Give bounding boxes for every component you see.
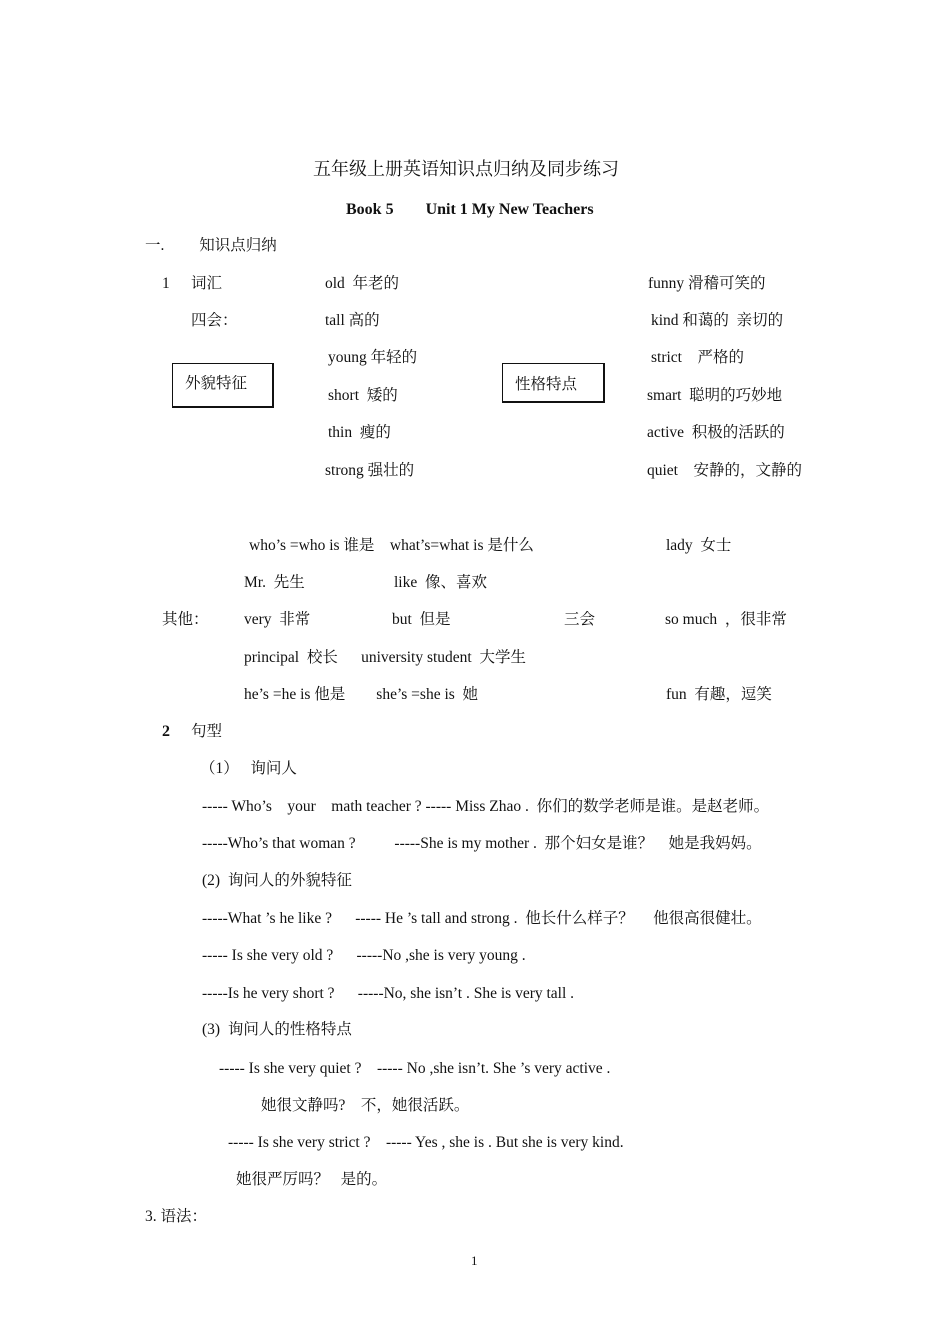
s2-line: -----What ’s he like ? ----- He ’s tall and strong . 他长什么样子？ 他很高很健壮。 xyxy=(202,910,762,927)
s3-line: 她很严厉吗？ 是的。 xyxy=(236,1171,388,1188)
s1-line: ----- Who’s your math teacher ? ----- Miss Zhao . 你们的数学老师是谁。是赵老师。 xyxy=(202,798,770,815)
others-label: 其他： xyxy=(162,611,209,628)
s2-line: -----Is he very short ? -----No, she isn’t . She is very tall . xyxy=(202,985,575,1002)
sentences-number: 2 xyxy=(162,723,170,740)
s2-line: ----- Is she very old ? -----No ,she is very young . xyxy=(202,947,526,964)
others-row-4: principal 校长 university student 大学生 xyxy=(244,649,526,666)
others-row-3b: but 但是 xyxy=(392,611,451,628)
others-row-5a: he’s =he is 他是 she’s =she is 她 xyxy=(244,686,479,703)
personality-box xyxy=(502,363,605,403)
appearance-word: old 年老的 xyxy=(325,275,400,292)
personality-word: kind 和蔼的 亲切的 xyxy=(651,312,784,329)
sentences-label: 句型 xyxy=(191,723,223,740)
personality-box-label: 性格特点 xyxy=(515,376,578,393)
others-row-5b: fun 有趣，逗笑 xyxy=(666,686,772,703)
personality-word: quiet 安静的，文静的 xyxy=(647,462,802,479)
appearance-word: strong 强壮的 xyxy=(325,462,415,479)
s3-line: 她很文静吗? 不，她很活跃。 xyxy=(261,1097,470,1114)
section-heading-knowledge: 一. 知识点归纳 xyxy=(145,237,277,254)
appearance-word: thin 瘦的 xyxy=(328,424,391,441)
others-row-1b: lady 女士 xyxy=(666,537,732,554)
others-row-2a: Mr. 先生 xyxy=(244,574,305,591)
vocab-number: 1 xyxy=(162,275,170,292)
doc-title: 五年级上册英语知识点归纳及同步练习 xyxy=(313,159,619,179)
personality-word: smart 聪明的巧妙地 xyxy=(647,387,783,404)
vocab-label: 词汇 xyxy=(191,275,223,292)
others-row-2b: like 像、喜欢 xyxy=(394,574,487,591)
unit-title: Book 5 Unit 1 My New Teachers xyxy=(346,201,594,218)
appearance-word: young 年轻的 xyxy=(328,349,418,366)
grammar-heading: 3. 语法： xyxy=(145,1208,208,1225)
others-row-3a: very 非常 xyxy=(244,611,311,628)
others-row-3c: 三会 xyxy=(564,611,596,628)
s1-heading: （1） 询问人 xyxy=(200,760,297,777)
personality-word: funny 滑稽可笑的 xyxy=(648,275,766,292)
s2-heading: (2) 询问人的外貌特征 xyxy=(202,872,352,889)
appearance-word: tall 高的 xyxy=(325,312,380,329)
others-row-3d: so much ，很非常 xyxy=(665,611,787,628)
page-number: 1 xyxy=(471,1253,478,1268)
s3-line: ----- Is she very strict ? ----- Yes , she is . But she is very kind. xyxy=(228,1134,624,1151)
s1-line: -----Who’s that woman ? -----She is my mother . 那个妇女是谁？ 她是我妈妈。 xyxy=(202,835,762,852)
vocab-sublabel: 四会： xyxy=(191,312,238,329)
others-row-1a: who’s =who is 谁是 what’s=what is 是什么 xyxy=(249,537,534,554)
personality-word: strict 严格的 xyxy=(651,349,744,366)
appearance-word: short 矮的 xyxy=(328,387,398,404)
s3-line: ----- Is she very quiet ? ----- No ,she isn’t. She ’s very active . xyxy=(219,1060,611,1077)
personality-word: active 积极的活跃的 xyxy=(647,424,785,441)
appearance-box-label: 外貌特征 xyxy=(185,375,248,392)
s3-heading: (3) 询问人的性格特点 xyxy=(202,1021,352,1038)
appearance-box xyxy=(172,363,274,408)
